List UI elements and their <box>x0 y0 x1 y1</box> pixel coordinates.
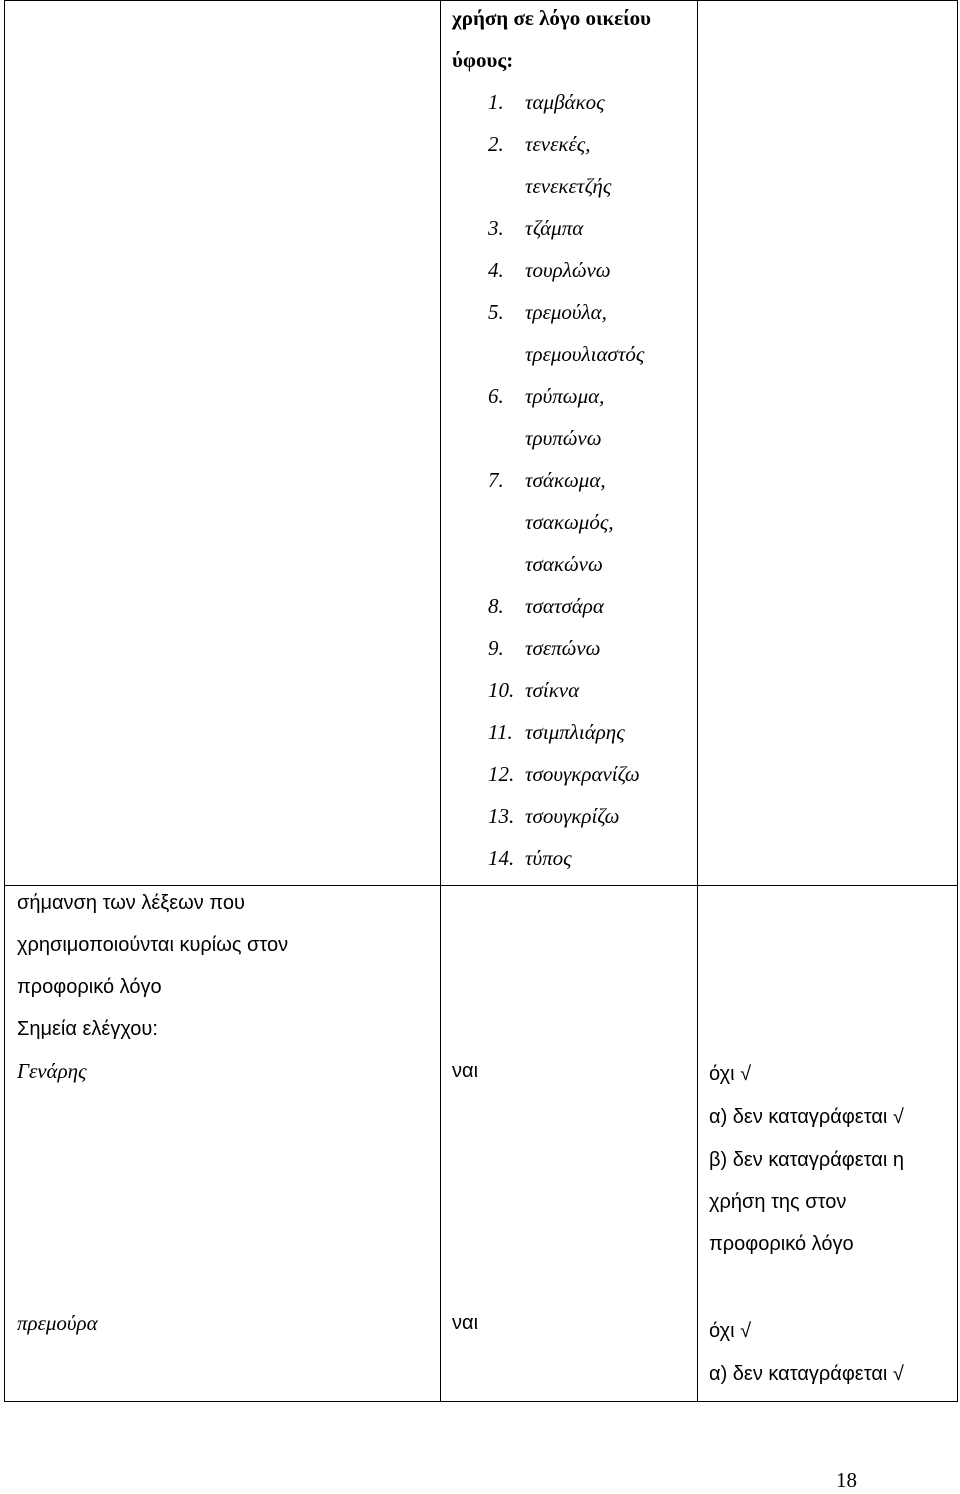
entry-word: Γενάρης <box>17 1059 87 1083</box>
meaning-row-line1: σήμανση των λέξεων που <box>17 892 245 914</box>
entry-yes: ναι <box>452 1060 479 1082</box>
list-item: 6. τρύπωμα, <box>488 384 605 408</box>
table-left-border <box>4 0 5 1402</box>
list-item: 4. τουρλώνω <box>488 258 611 282</box>
meaning-row-line2: χρησιμοποιούνται κυρίως στον <box>17 934 289 956</box>
entry-note: α) δεν καταγράφεται √ <box>709 1106 904 1128</box>
entry-word: πρεμούρα <box>17 1311 98 1335</box>
list-item: 12. τσουγκρανίζω <box>488 762 640 786</box>
vocabulary-list <box>488 81 645 879</box>
checkpoints-label: Σημεία ελέγχου: <box>17 1018 158 1040</box>
list-item: 8. τσατσάρα <box>488 594 604 618</box>
list-item-continuation: τσακωμός, <box>525 510 614 534</box>
list-item: 14. τύπος <box>488 846 572 870</box>
list-item-continuation: τενεκετζής <box>525 174 612 198</box>
col2-header-line2: ύφους: <box>452 48 514 72</box>
list-item: 5. τρεμούλα, <box>488 300 607 324</box>
entry-no: όχι √ <box>709 1320 752 1342</box>
page-number: 18 <box>836 1468 857 1492</box>
list-item-continuation: τσακώνω <box>525 552 603 576</box>
col2-header-line1: χρήση σε λόγο οικείου <box>452 6 652 30</box>
table-col-divider-2 <box>697 0 698 1402</box>
entry-no: όχι √ <box>709 1063 752 1085</box>
list-item: 11. τσιμπλιάρης <box>488 720 625 744</box>
list-item: 9. τσεπώνω <box>488 636 601 660</box>
list-item-continuation: τρεμουλιαστός <box>525 342 645 366</box>
entry-yes: ναι <box>452 1312 479 1334</box>
list-item: 1. ταμβάκος <box>488 90 605 114</box>
list-item: 3. τζάμπα <box>488 216 584 240</box>
entry-note: προφορικό λόγο <box>709 1233 854 1255</box>
list-item: 13. τσουγκρίζω <box>488 804 620 828</box>
table-col-divider-1 <box>440 0 441 1402</box>
table-right-border <box>957 0 958 1402</box>
list-item-continuation: τρυπώνω <box>525 426 602 450</box>
entry-note: χρήση της στον <box>709 1191 847 1213</box>
list-item: 10. τσίκνα <box>488 678 580 702</box>
list-item: 2. τενεκές, <box>488 132 591 156</box>
entry-note: α) δεν καταγράφεται √ <box>709 1363 904 1385</box>
table-bottom-border <box>4 1401 958 1402</box>
list-item: 7. τσάκωμα, <box>488 468 606 492</box>
entry-note: β) δεν καταγράφεται η <box>709 1149 904 1171</box>
meaning-row-line3: προφορικό λόγο <box>17 976 162 998</box>
